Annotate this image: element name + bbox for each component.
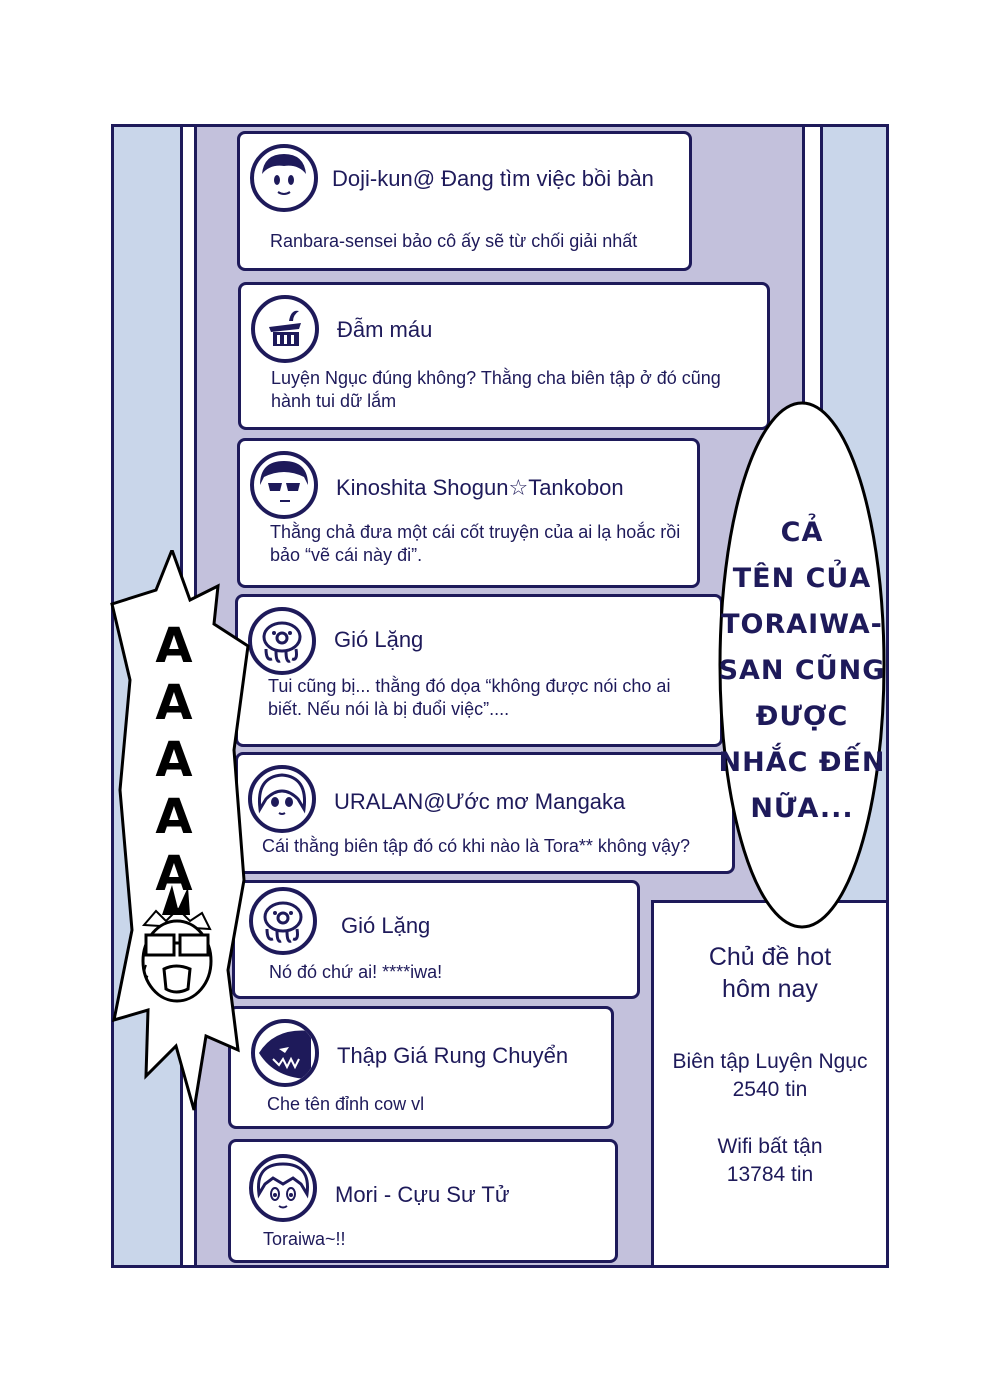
feed-post[interactable] <box>232 880 640 999</box>
boy-face-icon <box>250 144 318 212</box>
hot-topic-count: 2540 tin <box>732 1078 808 1101</box>
post-username[interactable]: Kinoshita Shogun☆Tankobon <box>336 475 624 500</box>
post-message: Nó đó chứ ai! ****iwa! <box>269 962 443 982</box>
post-username[interactable]: Gió Lặng <box>334 627 424 652</box>
post-message: Che tên đỉnh cow vl <box>267 1094 425 1114</box>
post-message: Cái thằng biên tập đó có khi nào là Tora** không vậy? <box>262 836 690 856</box>
hot-topic-count: 13784 tin <box>726 1163 814 1186</box>
speech-bubble-text: CẢ TÊN CỦA TORAIWA- SAN CŨNG ĐƯỢC NHẮC ĐẾN NỮA... <box>718 517 886 824</box>
hot-topic-name[interactable]: Wifi bất tận <box>717 1135 823 1158</box>
post-username[interactable]: Doji-kun@ Đang tìm việc bồi bàn <box>332 166 654 191</box>
sunglasses-man-icon <box>250 451 318 519</box>
hot-topic-item[interactable] <box>654 1133 886 1189</box>
post-message: Tui cũng bị... thằng đó dọa “không được nói cho ai biết. Nếu nói là bị đuổi việc”.... <box>268 676 671 719</box>
feed-post[interactable] <box>228 1006 614 1129</box>
post-message: Toraiwa~!! <box>263 1229 346 1249</box>
anime-girl-icon <box>249 1154 317 1222</box>
scream-text: A A A A A <box>155 618 193 902</box>
feed-post[interactable] <box>237 131 692 271</box>
post-message: Luyện Ngục đúng không? Thằng cha biên tập ở đó cũng hành tui dữ lắm <box>271 368 721 411</box>
shark-icon <box>251 1019 319 1087</box>
shocked-man-icon <box>132 885 222 1005</box>
post-message: Thằng chả đưa một cái cốt truyện của ai lạ hoắc rồi bảo “vẽ cái này đi”. <box>270 522 681 565</box>
girl-face-icon <box>248 765 316 833</box>
post-username[interactable]: Mori - Cựu Sư Tử <box>335 1182 510 1207</box>
octopus-icon <box>248 607 316 675</box>
post-username[interactable]: URALAN@Ước mơ Mangaka <box>334 789 626 814</box>
octopus-icon <box>249 887 317 955</box>
post-username[interactable]: Đẫm máu <box>337 317 433 342</box>
hot-topics-panel <box>651 900 889 1268</box>
temple-icon <box>251 295 319 363</box>
feed-post[interactable] <box>235 752 735 874</box>
feed-post[interactable] <box>235 594 723 747</box>
post-username[interactable]: Thập Giá Rung Chuyển <box>337 1043 569 1068</box>
hot-topic-name[interactable]: Biên tập Luyện Ngục <box>672 1050 868 1073</box>
hot-topics-title: Chủ đề hot hôm nay <box>708 943 832 1003</box>
hot-topic-item[interactable] <box>654 1048 886 1104</box>
post-message: Ranbara-sensei bảo cô ấy sẽ từ chối giải nhất <box>270 231 638 251</box>
feed-post[interactable] <box>238 282 770 430</box>
feed-post[interactable] <box>237 438 700 588</box>
post-username[interactable]: Gió Lặng <box>341 913 431 938</box>
feed-post[interactable] <box>228 1139 618 1263</box>
